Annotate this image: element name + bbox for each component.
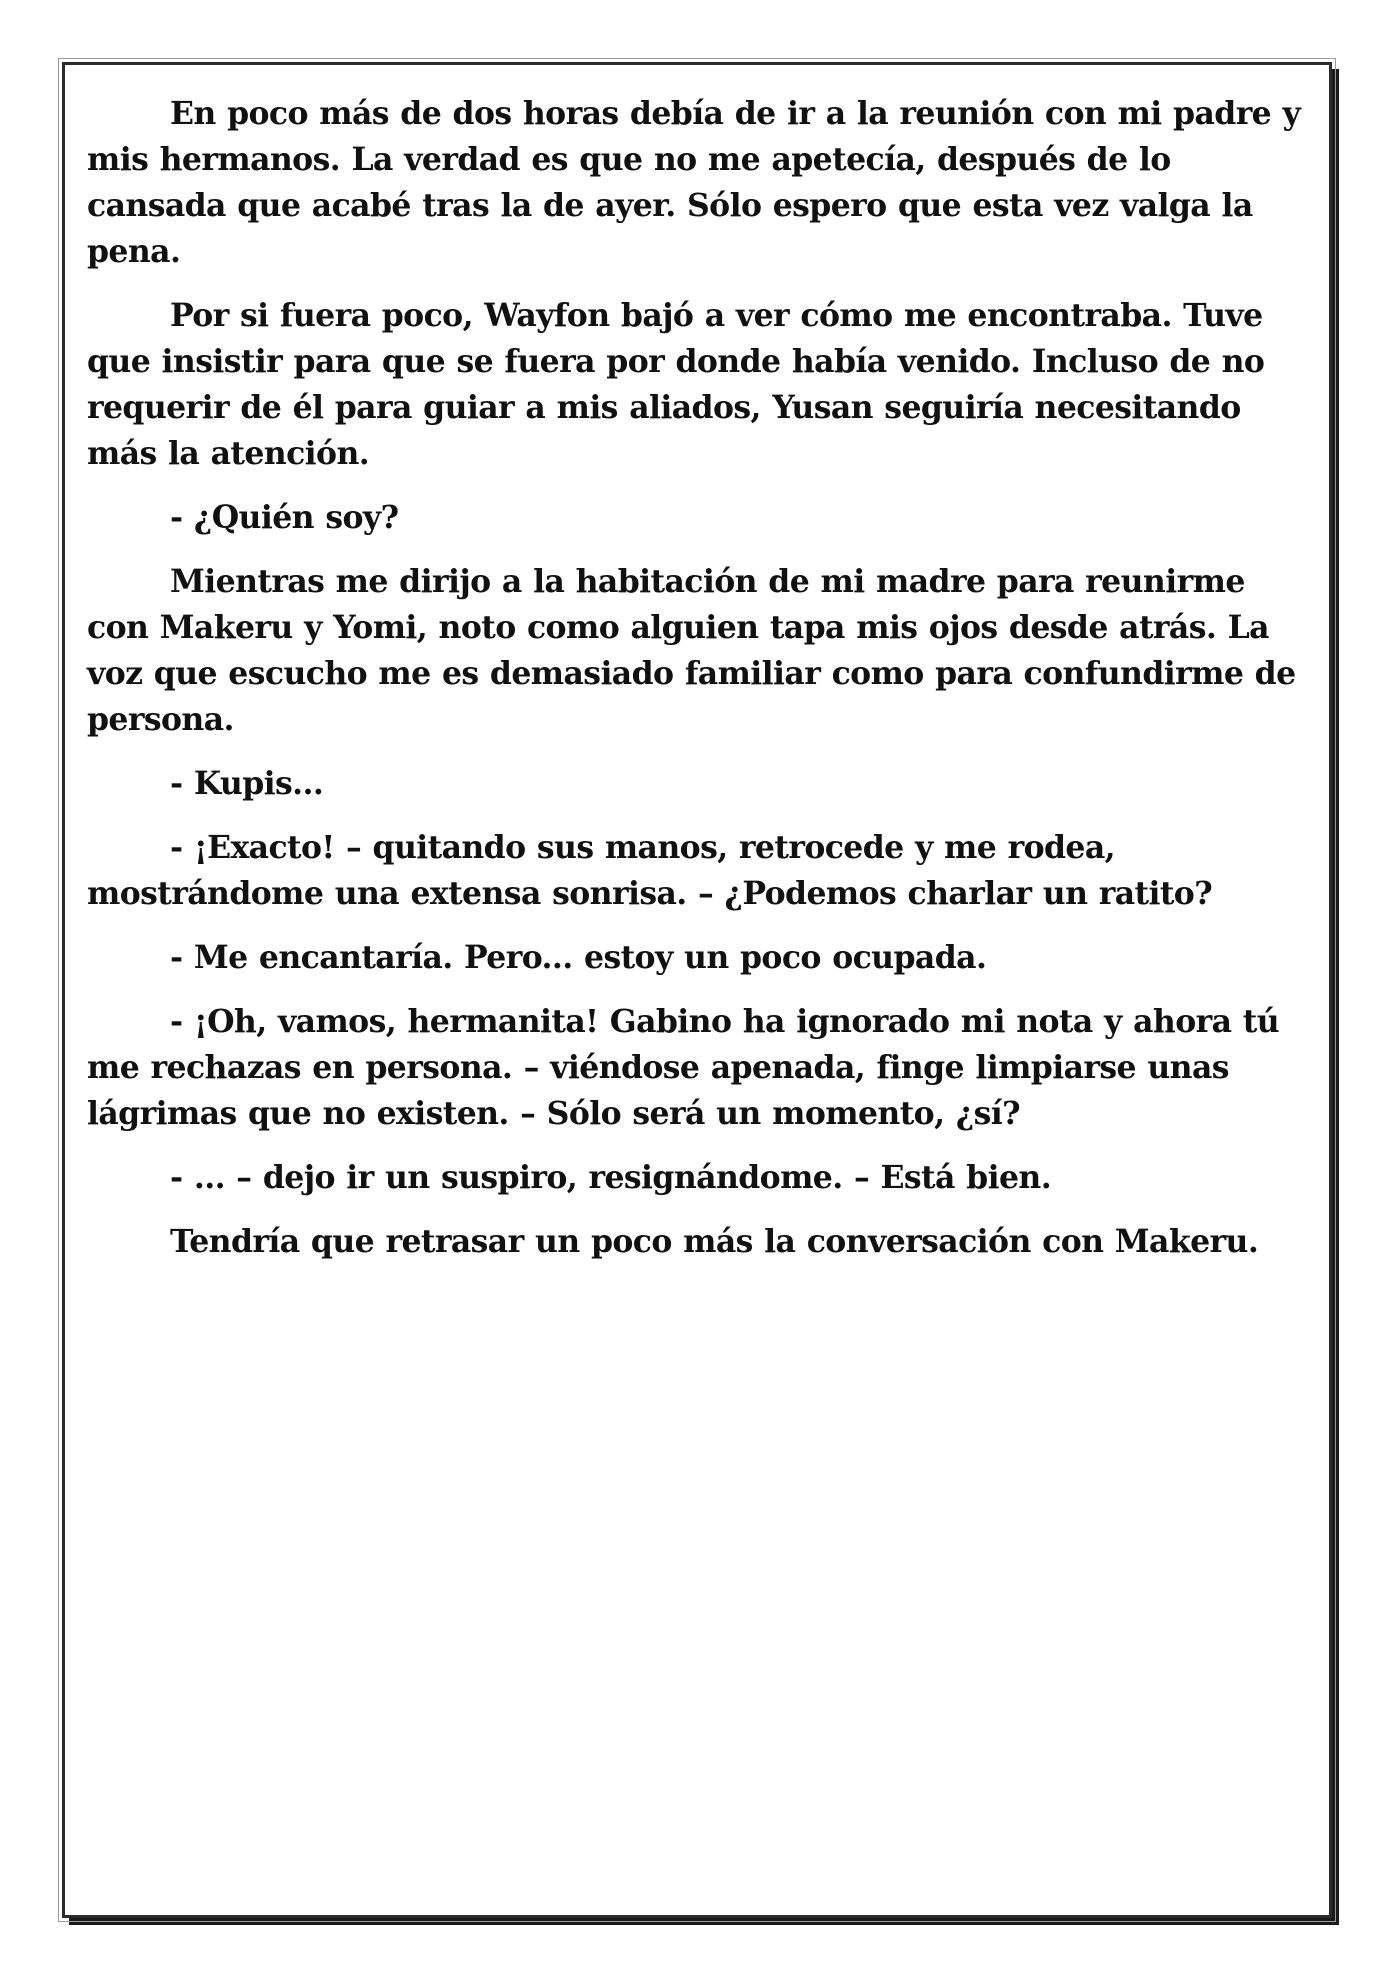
paragraph: En poco más de dos horas debía de ir a la reunión con mi padre y mis hermanos. La verdad es que no me apetecía, después de lo cansada que acabé tras la de ayer. Sólo espero que esta vez valga la pena. [87, 95, 1301, 270]
paragraph: Tendría que retrasar un poco más la conversación con Makeru. [170, 1223, 1259, 1260]
dialogue-line: - Kupis... [170, 765, 324, 802]
dialogue-line: - ... – dejo ir un suspiro, resignándome. – Está bien. [170, 1159, 1052, 1196]
document-body [87, 91, 1315, 1283]
dialogue-line: - ¡Exacto! – quitando sus manos, retrocede y me rodea, mostrándome una extensa sonrisa. – ¿Podemos charlar un ratito? [87, 829, 1213, 912]
page-frame [62, 62, 1332, 1918]
paragraph: Por si fuera poco, Wayfon bajó a ver cómo me encontraba. Tuve que insistir para que se fuera por donde había venido. Incluso de no requerir de él para guiar a mis aliados, Yusan seguiría necesitando más la atención. [87, 297, 1265, 472]
dialogue-line: - Me encantaría. Pero... estoy un poco ocupada. [170, 939, 987, 976]
paragraph: Mientras me dirijo a la habitación de mi madre para reunirme con Makeru y Yomi, noto como alguien tapa mis ojos desde atrás. La voz que escucho me es demasiado familiar como para confundirme de persona. [87, 563, 1296, 738]
dialogue-line: - ¿Quién soy? [170, 499, 399, 536]
dialogue-line: - ¡Oh, vamos, hermanita! Gabino ha ignorado mi nota y ahora tú me rechazas en persona. – viéndose apenada, finge limpiarse unas lágrimas que no existen. – Sólo será un momento, ¿sí? [87, 1003, 1280, 1132]
